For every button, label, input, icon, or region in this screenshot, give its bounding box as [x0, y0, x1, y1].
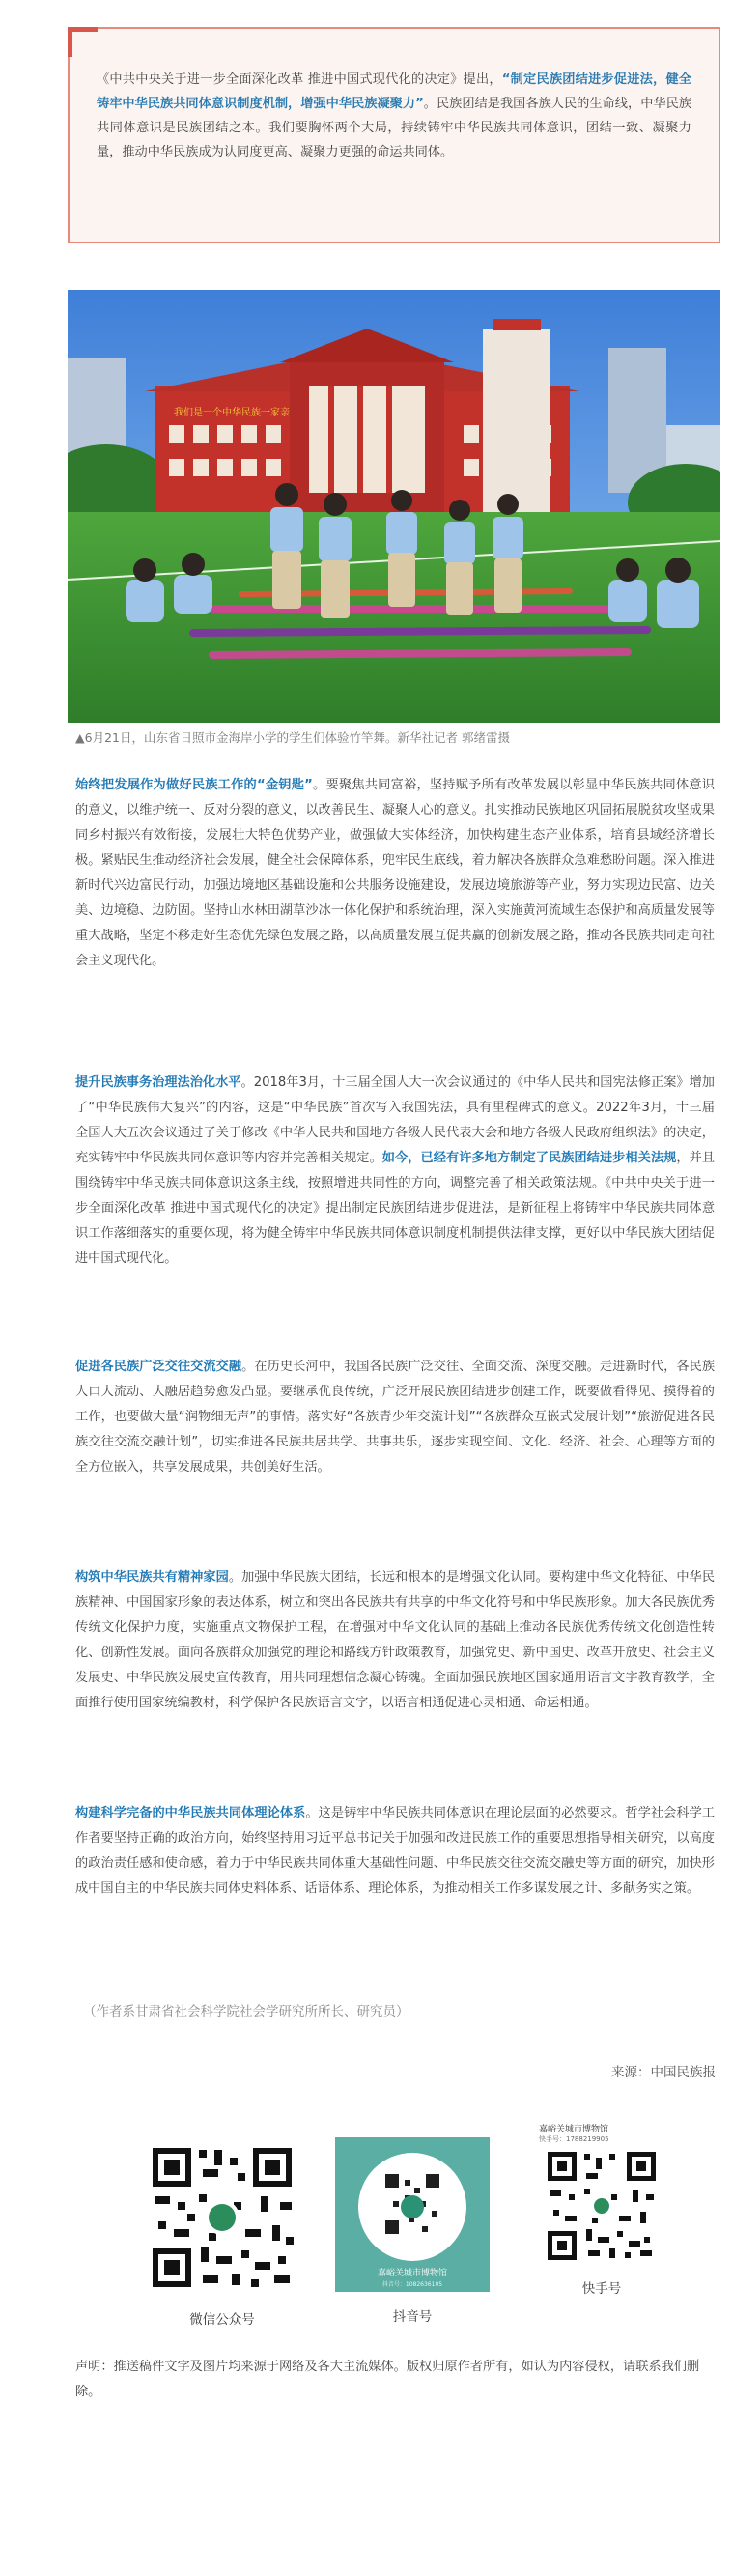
intro-text: 《中共中央关于进一步全面深化改革 推进中国式现代化的决定》提出，“制定民族团结进步促进法，健全铸牢中华民族共同体意识制度机制，增强中华民族凝聚力”。民族团结是我国各族人民的生命线，中华民族共同体意识是民族团结之本。我们要胸怀两个大局，持续铸牢中华民族共同体意识，团结一致、凝聚力量，推动中华民族成为认同度更高、凝聚力更强的命运共同体。	[97, 72, 691, 159]
section-highlight: 如今，已经有许多地方制定了民族团结进步相关法规	[381, 1151, 677, 1165]
section-exchange: 促进各民族广泛交往交流交融。在历史长河中，我国各民族广泛交往、全面交流、深度交融。走进新时代，各民族人口大流动、大融居趋势愈发凸显。要继承优良传统，广泛开展民族团结进步创建工作，既要做看得见、摸得着的工作，也要做大量“润物细无声”的事情。落实好“各族青少年交流计划”“各族群众互嵌式发展计划”“旅游促进各民族交往交流交融计划”，切实推进各民族共居共学、共事共乐，逐步实现空间、文化、经济、社会、心理等方面的全方位嵌入，共享发展成果，共创美好生活。	[75, 1360, 716, 1474]
section-theory-system: 构建科学完备的中华民族共同体理论体系。这是铸牢中华民族共同体意识在理论层面的必然要求。哲学社会科学工作者要坚持正确的政治方向，始终坚持用习近平总书记关于加强和改进民族工作的重要思想指导相关研究，以高度的政治责任感和使命感，着力于中华民族共同体重大基础性问题、中华民族交往交流交融史等方面的研究，加快形成中国自主的中华民族共同体史料体系、话语体系、理论体系，为推动相关工作多谋发展之计、多献务实之策。	[75, 1806, 716, 1896]
qr-douyin[interactable]	[335, 2137, 490, 2325]
qr-label: 快手号	[581, 2281, 622, 2297]
section-lead: 提升民族事务治理法治化水平	[75, 1075, 241, 1090]
qr-inner-sub: 抖音号：1082636105	[381, 2281, 443, 2288]
photo-caption: ▲6月21日，山东省日照市金海岸小学的学生们体验竹竿舞。新华社记者 郭绪雷摄	[75, 730, 510, 745]
qr-label: 抖音号	[392, 2309, 433, 2325]
section-rule-of-law: 提升民族事务治理法治化水平。2018年3月，十三届全国人大一次会议通过的《中华人民共和国宪法修正案》增加了“中华民族伟大复兴”的内容，这是“中华民族”首次写入我国宪法，具有里程碑式的意义。2022年3月，十三届全国人大五次会议通过了关于修改《中华人民共和国地方各级人民代表大会和地方各级人民政府组织法》的决定，充实铸牢中华民族共同体意识等内容并完善相关规定。如今，已经有许多地方制定了民族团结进步相关法规，并且围绕铸牢中华民族共同体意识这条主线，按照增进共同性的方向，调整完善了相关政策法规。《中共中央关于进一步全面深化改革 推进中国式现代化的决定》提出制定民族团结进步促进法，是新征程上将铸牢中华民族共同体意识工作落细落实的重要体现，将为健全铸牢中华民族共同体意识制度机制提供法律支撑，更好以中华民族大团结促进中国式现代化。	[75, 1075, 716, 1266]
article-photo	[68, 290, 720, 723]
qr-inner-title: 嘉峪关城市博物馆	[377, 2269, 448, 2278]
section-spiritual-home: 构筑中华民族共有精神家园。加强中华民族大团结，长远和根本的是增强文化认同。要构建中华文化特征、中华民族精神、中国国家形象的表达体系，树立和突出各民族共有共享的中华文化符号和中华民族形象。加大各民族优秀传统文化保护力度，实施重点文物保护工程，在增强对中华文化认同的基础上推动各民族优秀传统文化创造性转化、创新性发展。面向各族群众加强党的理论和路线方针政策教育，加强党史、新中国史、改革开放史、社会主义发展史、中华民族发展史宣传教育，用共同理想信念凝心铸魂。全面加强民族地区国家通用语言文字教育教学，全面推行使用国家统编教材，科学保护各民族语言文字，以语言相通促进心灵相通、命运相通。	[75, 1570, 716, 1710]
building-banner-text: 我们是一个中华民族一家亲	[174, 408, 290, 418]
section-lead: 始终把发展作为做好民族工作的“金钥匙”	[75, 778, 313, 792]
qr-kuaishou[interactable]	[539, 2122, 664, 2297]
section-lead: 构建科学完备的中华民族共同体理论体系	[75, 1806, 306, 1820]
intro-highlight: “制定民族团结进步促进法，健全铸牢中华民族共同体意识制度机制，增强中华民族凝聚力”	[97, 72, 691, 111]
qr-label: 微信公众号	[189, 2312, 255, 2328]
qr-code-icon	[335, 2137, 490, 2292]
author-note: （作者系甘肃省社会科学院社会学研究所所长、研究员）	[83, 2004, 409, 2019]
section-lead: 构筑中华民族共有精神家园	[75, 1570, 229, 1585]
qr-code-icon	[544, 2148, 660, 2264]
section-lead: 促进各民族广泛交往交流交融	[75, 1360, 242, 1374]
disclaimer: 声明：推送稿件文字及图片均来源于网络及各大主流媒体。版权归原作者所有，如认为内容侵权，请联系我们删除。	[75, 2360, 700, 2399]
qr-header: 嘉峪关城市博物馆	[539, 2125, 609, 2134]
section-development: 始终把发展作为做好民族工作的“金钥匙”。要聚焦共同富裕，坚持赋予所有改革发展以彰显中华民族共同体意识的意义，以维护统一、反对分裂的意义，以改善民生、凝聚人心的意义。扎实推动民族地区巩固拓展脱贫攻坚成果同乡村振兴有效衔接，发展壮大特色优势产业，做强做大实体经济，加快构建生态产业体系，培育县域经济增长极。紧贴民生推动经济社会发展，健全社会保障体系，兜牢民生底线，着力解决各族群众急难愁盼问题。深入推进新时代兴边富民行动，加强边境地区基础设施和公共服务设施建设，发展边境旅游等产业，努力实现边民富、边关美、边境稳、边防固。坚持山水林田湖草沙冰一体化保护和系统治理，深入实施黄河流域生态保护和高质量发展等重大战略，坚定不移走好生态优先绿色发展之路，以高质量发展互促共赢的创新发展之路，推动各民族共同走向社会主义现代化。	[75, 778, 715, 968]
qr-wechat[interactable]	[145, 2140, 299, 2328]
corner-decoration	[68, 27, 98, 57]
source-note: 来源：中国民族报	[611, 2065, 716, 2080]
qr-code-icon	[145, 2140, 299, 2295]
intro-box	[68, 27, 720, 243]
qr-header-sub: 快手号：1788219905	[539, 2135, 609, 2143]
